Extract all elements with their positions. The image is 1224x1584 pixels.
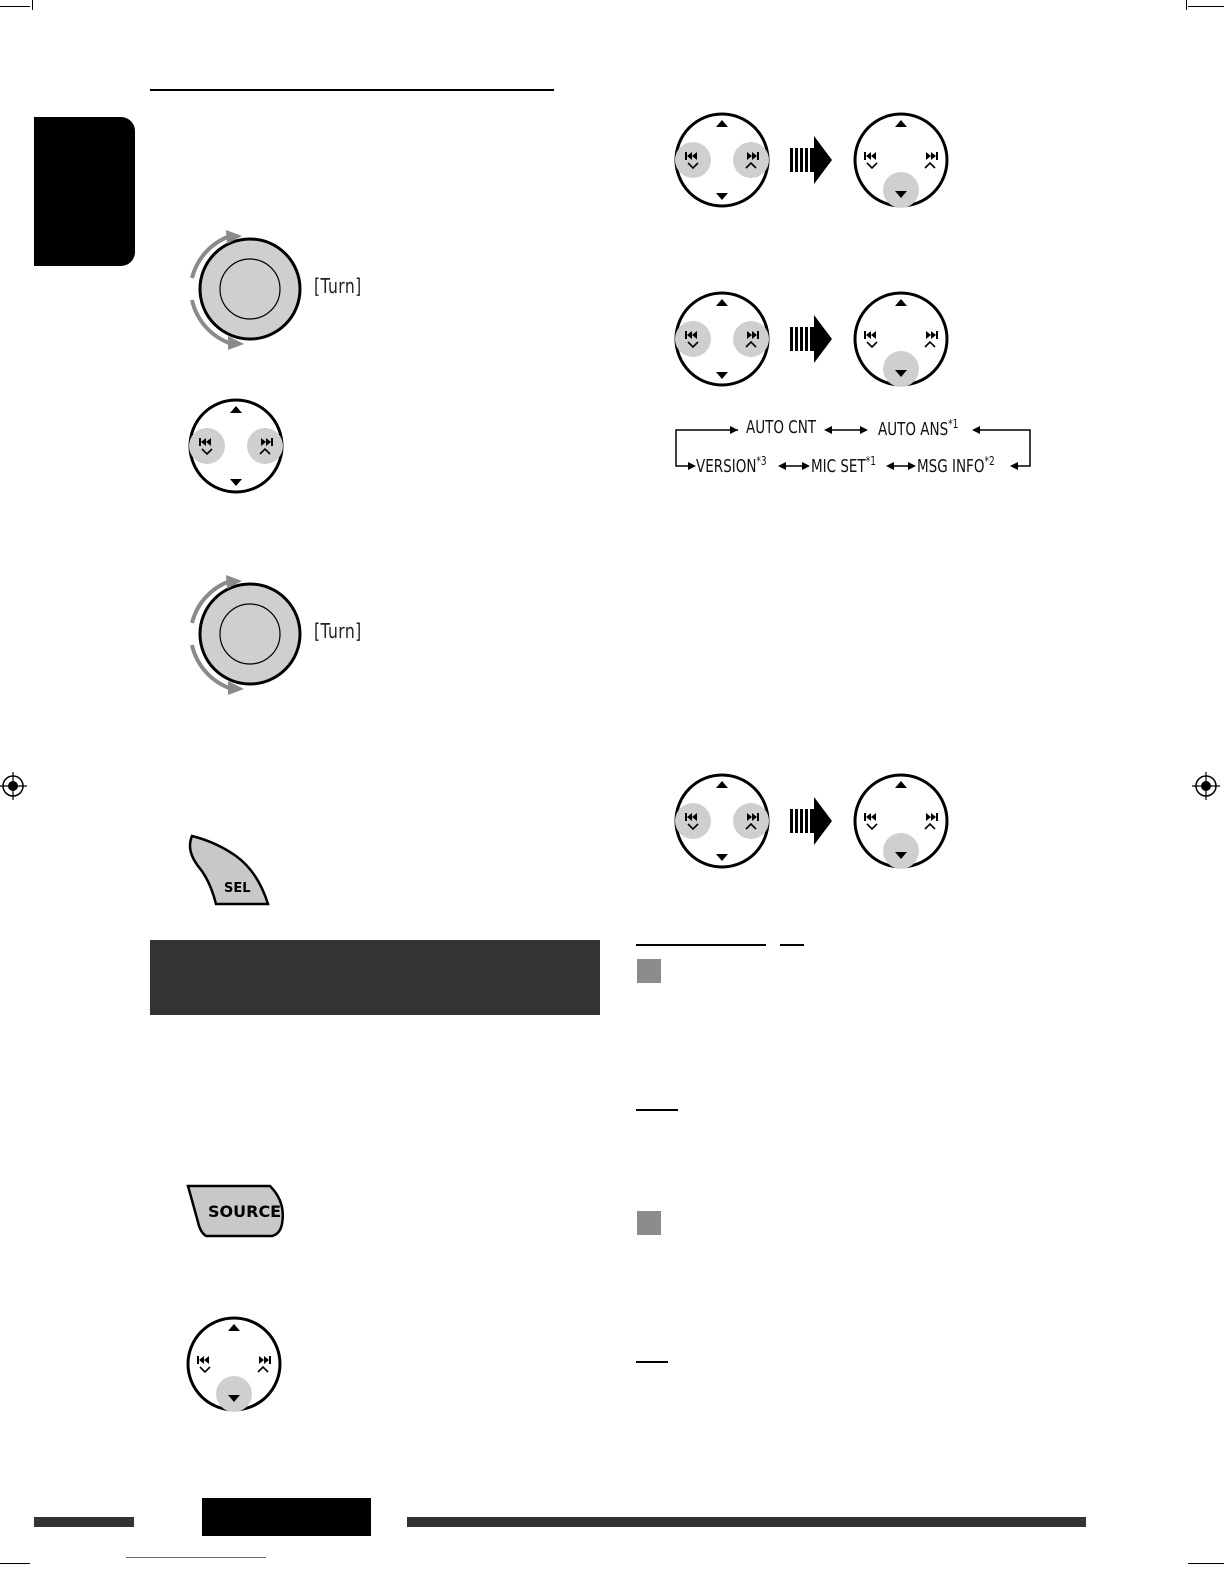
sel-label: SEL — [224, 881, 251, 896]
arrow-icon — [790, 797, 832, 845]
source-label: SOURCE — [208, 1202, 282, 1221]
subsection-rule — [636, 944, 766, 946]
note-rule — [636, 1109, 678, 1111]
footnote-ref: *1 — [948, 417, 959, 431]
dpad-down-button[interactable] — [855, 775, 947, 869]
subsection-rule — [780, 944, 804, 946]
dpad-down-button[interactable] — [855, 114, 947, 208]
dpad-skip-buttons[interactable] — [675, 775, 769, 867]
dpad-sequence-2 — [672, 289, 952, 389]
dpad-sequence-1 — [672, 110, 952, 210]
dpad-sequence-3 — [672, 771, 952, 871]
page-number-box — [202, 1498, 371, 1536]
crop-mark — [1188, 6, 1224, 7]
control-knob-turn[interactable] — [180, 573, 310, 695]
dpad-skip-buttons[interactable] — [675, 293, 769, 385]
arrow-icon — [790, 315, 832, 363]
menu-item-msg-info: MSG INFO$^{*2}$ — [917, 454, 995, 477]
arrow-icon — [790, 136, 832, 184]
sel-button[interactable] — [184, 830, 276, 910]
footer-bar-left — [34, 1517, 134, 1527]
turn-label: [Turn] — [314, 619, 362, 643]
step-marker — [637, 959, 661, 983]
crop-mark — [0, 6, 30, 7]
dpad-down-button[interactable] — [184, 1314, 284, 1414]
footnote-ref: *2 — [984, 454, 995, 468]
dpad-skip-buttons[interactable] — [186, 396, 286, 496]
note-rule — [636, 1361, 668, 1363]
header-rule — [150, 89, 554, 91]
section-banner — [150, 940, 600, 1015]
footer-bar-right — [407, 1517, 1086, 1527]
turn-label: [Turn] — [314, 274, 362, 298]
menu-item-mic-set: MIC SET$^{*1}$ — [811, 454, 876, 477]
crop-mark — [0, 1563, 30, 1564]
footnote-ref: *1 — [865, 454, 876, 468]
menu-item-auto-cnt: AUTO CNT — [746, 417, 817, 438]
menu-item-auto-ans: AUTO ANS$^{*1}$ — [878, 417, 959, 440]
language-tab — [34, 117, 135, 266]
dpad-skip-buttons[interactable] — [675, 114, 769, 206]
crop-mark — [1188, 1563, 1224, 1564]
dpad-down-button[interactable] — [855, 293, 947, 387]
control-knob-turn[interactable] — [180, 228, 310, 350]
registration-mark-left — [0, 772, 28, 800]
source-button[interactable] — [184, 1182, 290, 1242]
crop-mark — [1186, 0, 1187, 10]
crop-mark — [32, 0, 33, 10]
footnote-ref: *3 — [756, 454, 767, 468]
footer-link-underline — [126, 1557, 266, 1558]
step-marker — [637, 1211, 661, 1235]
registration-mark-right — [1192, 772, 1220, 800]
menu-item-version: VERSION$^{*3}$ — [696, 454, 767, 477]
